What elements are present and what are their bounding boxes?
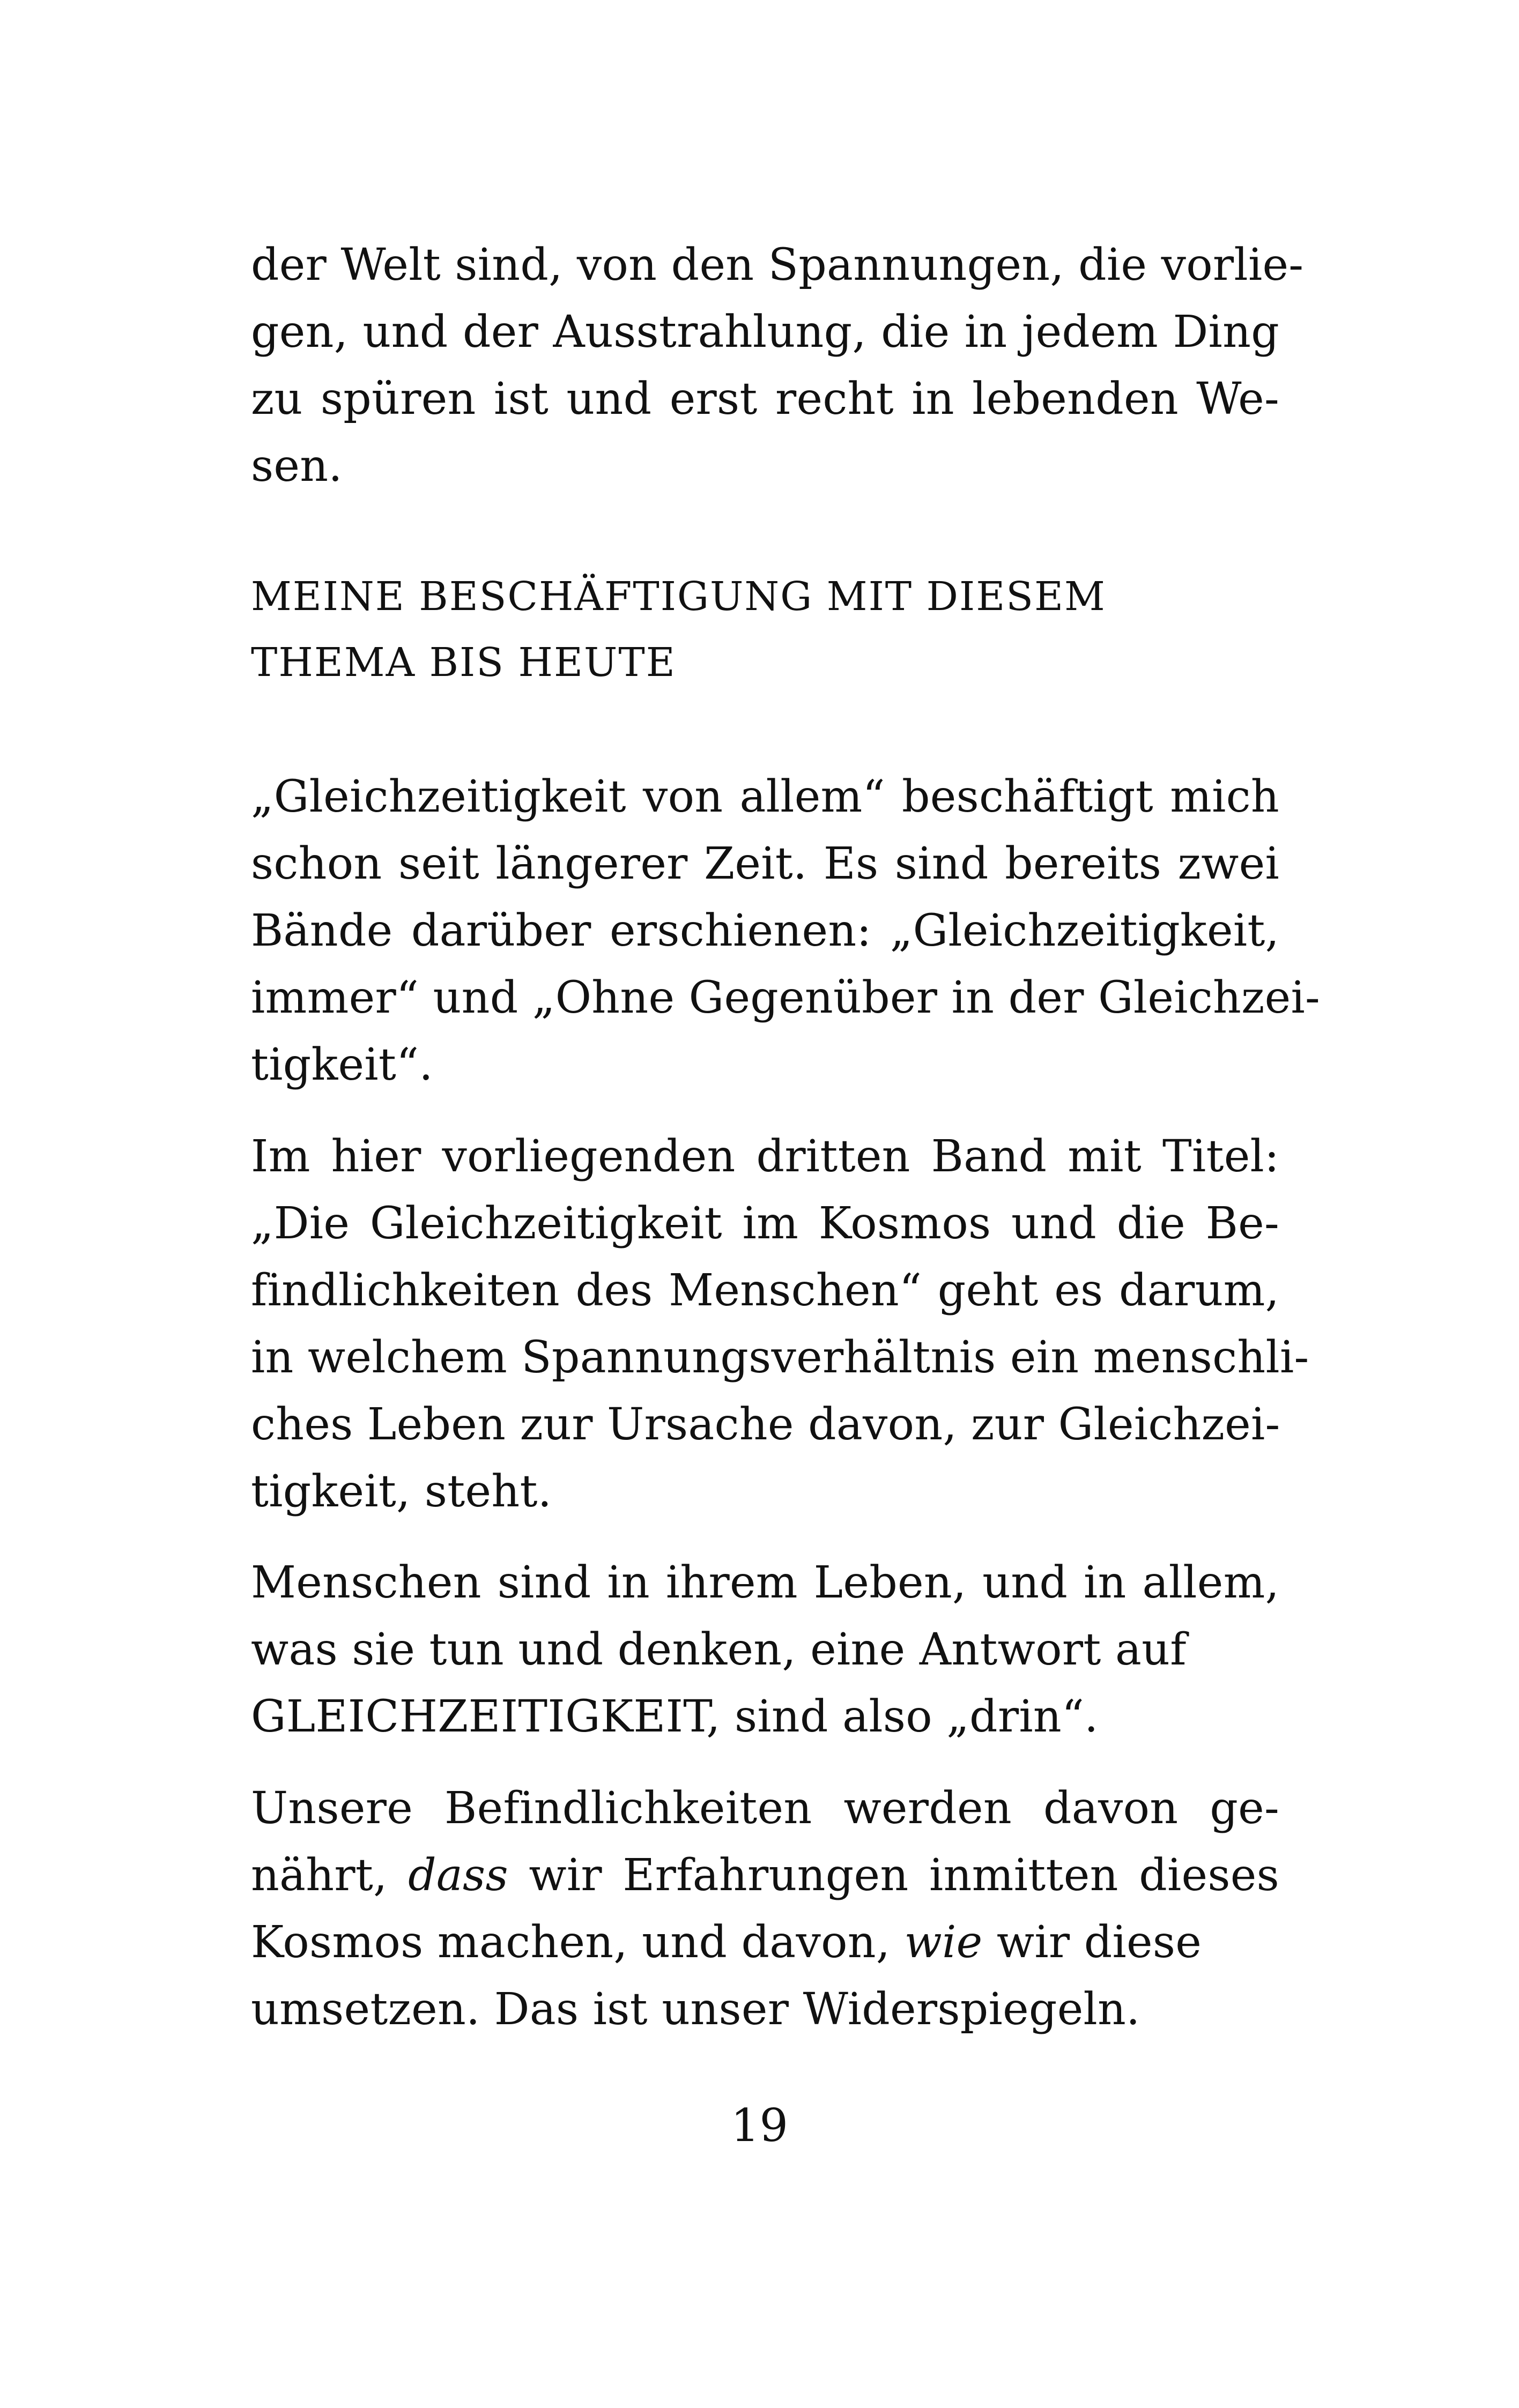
text-span: wir diese — [982, 1917, 1202, 1968]
text-line: tigkeit“. — [251, 1039, 433, 1090]
text-line: GLEICHZEITIGKEIT, sind also „drin“. — [251, 1691, 1099, 1742]
text-line: „Gleichzeitigkeit von allem“ beschäftigt mich — [251, 771, 1279, 822]
text-line — [251, 1849, 1279, 1902]
text-line: Unsere Befindlichkeiten werden davon ge- — [251, 1783, 1279, 1834]
text-span: Kosmos machen, und davon, — [251, 1917, 905, 1968]
italic-word: wie — [904, 1917, 983, 1968]
text-line — [251, 1916, 1202, 1969]
text-line: Bände darüber erschienen: „Gleichzeitigkeit, — [251, 905, 1279, 956]
page-number: 19 — [731, 2099, 788, 2152]
text-line: schon seit längerer Zeit. Es sind bereits zwei — [251, 838, 1279, 889]
text-line: „Die Gleichzeitigkeit im Kosmos und die Be- — [251, 1198, 1279, 1249]
text-line: gen, und der Ausstrahlung, die in jedem Ding — [251, 307, 1279, 358]
italic-word: dass — [408, 1850, 508, 1901]
text-span: wir Erfahrungen inmitten dieses — [508, 1850, 1279, 1901]
text-line: Im hier vorliegenden dritten Band mit Titel: — [251, 1131, 1279, 1182]
text-line: umsetzen. Das ist unser Widerspiegeln. — [251, 1984, 1140, 2035]
text-line: in welchem Spannungsverhältnis ein menschli- — [251, 1332, 1309, 1383]
text-span: nährt, — [251, 1850, 409, 1901]
text-line: was sie tun und denken, eine Antwort auf — [251, 1624, 1187, 1675]
section-heading: MEINE BESCHÄFTIGUNG MIT DIESEM — [251, 574, 1106, 620]
text-line: immer“ und „Ohne Gegenüber in der Gleichzei- — [251, 972, 1320, 1023]
section-heading: THEMA BIS HEUTE — [251, 640, 676, 686]
text-line: tigkeit, steht. — [251, 1466, 552, 1517]
text-line: Menschen sind in ihrem Leben, und in allem, — [251, 1557, 1279, 1608]
text-line: ches Leben zur Ursache davon, zur Gleichzei- — [251, 1399, 1280, 1450]
text-line: findlichkeiten des Menschen“ geht es darum, — [251, 1265, 1279, 1316]
text-line: zu spüren ist und erst recht in lebenden We- — [251, 374, 1279, 425]
text-line: der Welt sind, von den Spannungen, die vorlie- — [251, 240, 1304, 291]
text-line: sen. — [251, 441, 343, 492]
